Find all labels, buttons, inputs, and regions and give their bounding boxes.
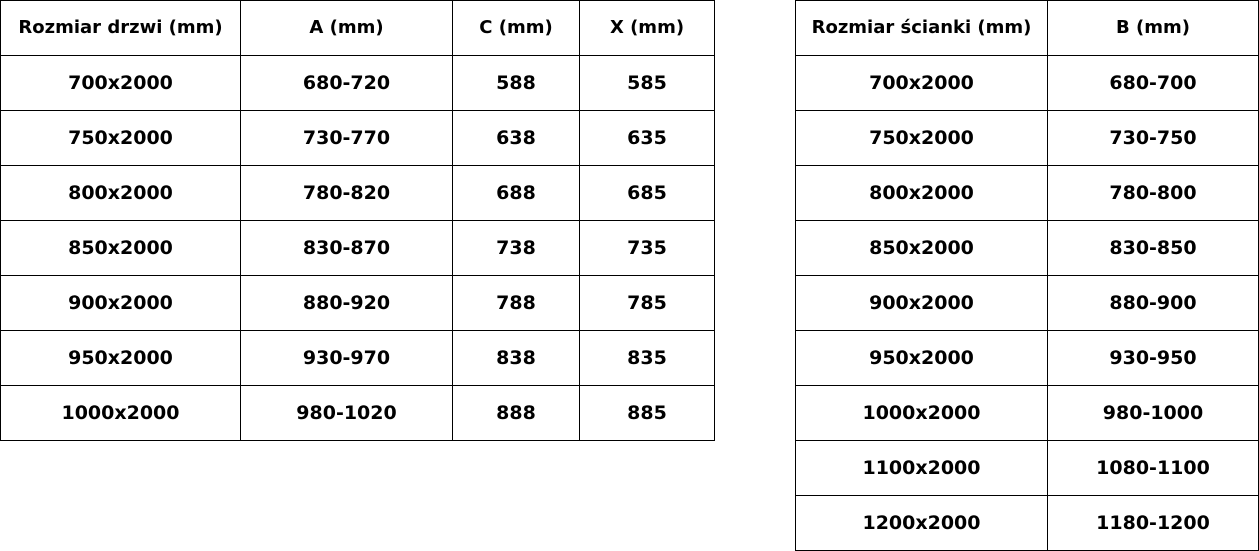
cell-c: 638 [453, 111, 580, 166]
cell-wall-size: 1200x2000 [796, 496, 1048, 551]
cell-b: 930-950 [1048, 331, 1259, 386]
cell-x: 785 [580, 276, 715, 331]
column-header-b: B (mm) [1048, 1, 1259, 56]
cell-b: 830-850 [1048, 221, 1259, 276]
table-row [796, 166, 1259, 221]
cell-b: 730-750 [1048, 111, 1259, 166]
cell-door-size: 800x2000 [1, 166, 241, 221]
column-header-door-size: Rozmiar drzwi (mm) [1, 1, 241, 56]
cell-c: 788 [453, 276, 580, 331]
doors-size-table [0, 0, 715, 441]
table-header-row [796, 1, 1259, 56]
cell-x: 585 [580, 56, 715, 111]
table-header-row [1, 1, 715, 56]
table-row [1, 56, 715, 111]
table-row [796, 56, 1259, 111]
cell-a: 780-820 [241, 166, 453, 221]
cell-wall-size: 900x2000 [796, 276, 1048, 331]
cell-c: 688 [453, 166, 580, 221]
cell-wall-size: 850x2000 [796, 221, 1048, 276]
cell-wall-size: 700x2000 [796, 56, 1048, 111]
cell-b: 1180-1200 [1048, 496, 1259, 551]
cell-x: 685 [580, 166, 715, 221]
cell-c: 838 [453, 331, 580, 386]
cell-wall-size: 1100x2000 [796, 441, 1048, 496]
table-row [796, 386, 1259, 441]
column-header-x: X (mm) [580, 1, 715, 56]
table-row [796, 496, 1259, 551]
cell-b: 1080-1100 [1048, 441, 1259, 496]
cell-x: 735 [580, 221, 715, 276]
column-header-wall-size: Rozmiar ścianki (mm) [796, 1, 1048, 56]
cell-door-size: 700x2000 [1, 56, 241, 111]
cell-a: 730-770 [241, 111, 453, 166]
cell-a: 880-920 [241, 276, 453, 331]
cell-a: 930-970 [241, 331, 453, 386]
table-row [796, 221, 1259, 276]
cell-wall-size: 750x2000 [796, 111, 1048, 166]
cell-c: 588 [453, 56, 580, 111]
column-header-c: C (mm) [453, 1, 580, 56]
cell-a: 980-1020 [241, 386, 453, 441]
cell-a: 830-870 [241, 221, 453, 276]
cell-wall-size: 950x2000 [796, 331, 1048, 386]
cell-a: 680-720 [241, 56, 453, 111]
cell-b: 980-1000 [1048, 386, 1259, 441]
cell-x: 835 [580, 331, 715, 386]
table-row [1, 111, 715, 166]
table-row [1, 386, 715, 441]
table-row [1, 166, 715, 221]
cell-b: 780-800 [1048, 166, 1259, 221]
cell-door-size: 850x2000 [1, 221, 241, 276]
column-header-a: A (mm) [241, 1, 453, 56]
table-row [796, 276, 1259, 331]
table-row [1, 276, 715, 331]
cell-wall-size: 800x2000 [796, 166, 1048, 221]
cell-door-size: 900x2000 [1, 276, 241, 331]
table-row [1, 331, 715, 386]
cell-c: 888 [453, 386, 580, 441]
cell-x: 635 [580, 111, 715, 166]
table-row [796, 111, 1259, 166]
cell-door-size: 950x2000 [1, 331, 241, 386]
table-row [1, 221, 715, 276]
cell-b: 680-700 [1048, 56, 1259, 111]
cell-wall-size: 1000x2000 [796, 386, 1048, 441]
table-row [796, 441, 1259, 496]
cell-door-size: 1000x2000 [1, 386, 241, 441]
cell-x: 885 [580, 386, 715, 441]
cell-c: 738 [453, 221, 580, 276]
wall-size-table [795, 0, 1259, 551]
cell-b: 880-900 [1048, 276, 1259, 331]
cell-door-size: 750x2000 [1, 111, 241, 166]
table-row [796, 331, 1259, 386]
